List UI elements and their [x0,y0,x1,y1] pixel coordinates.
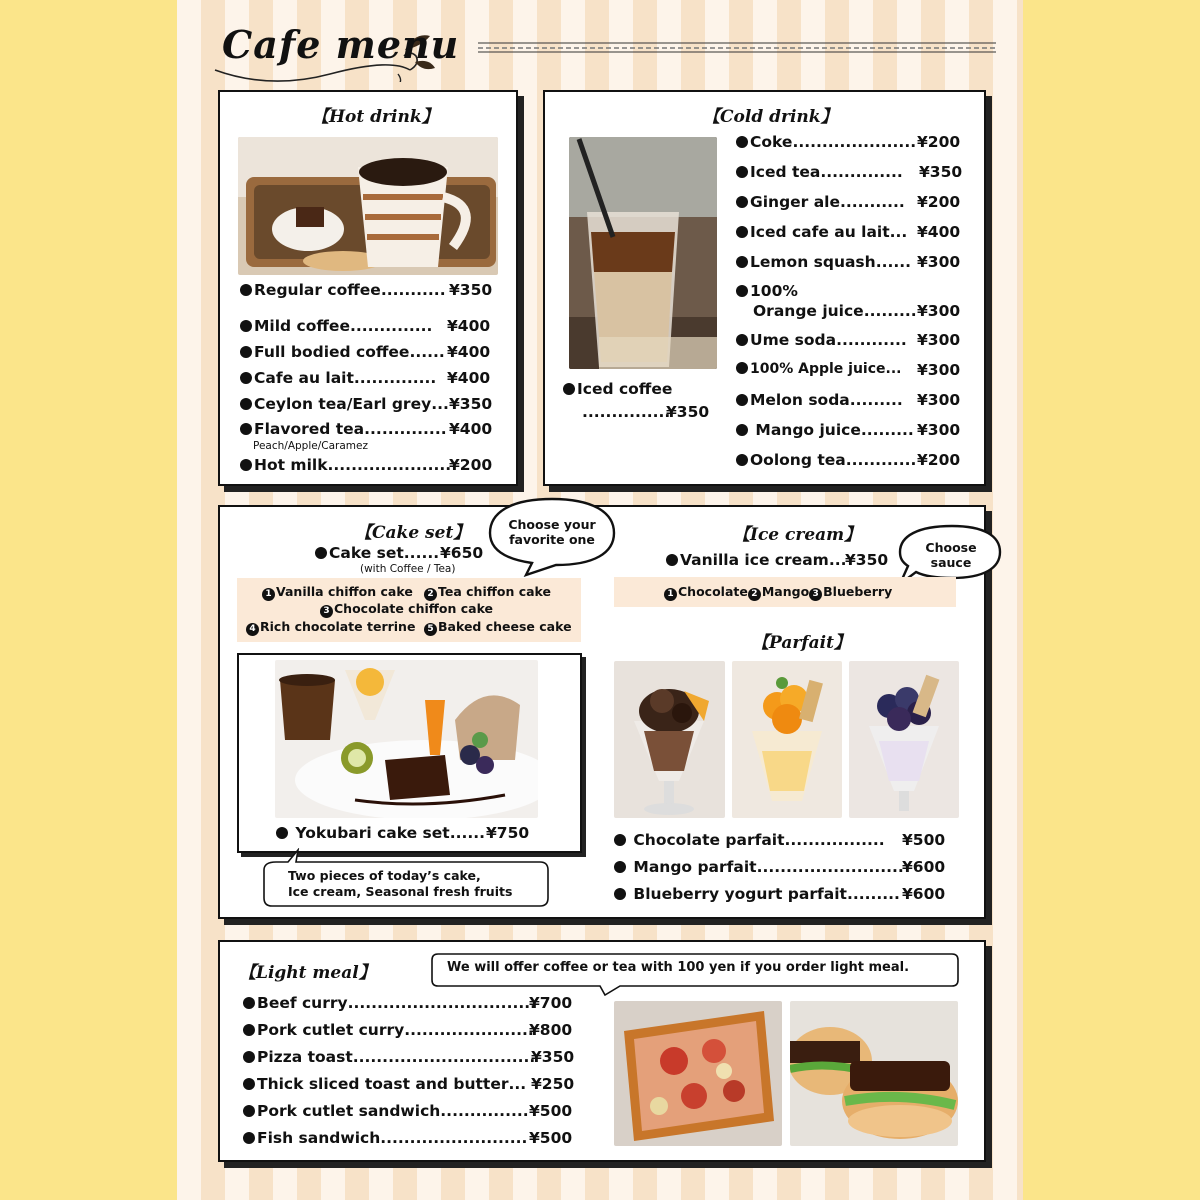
bullet-icon [736,226,748,238]
bullet-icon [240,346,252,358]
meal-item-thick-toast: Thick sliced toast and butter... [243,1075,526,1093]
cake-set-price: ¥650 [440,544,484,562]
bullet-icon [240,459,252,471]
item-label: Regular coffee [254,281,381,299]
bullet-icon [315,547,327,559]
bullet-icon [614,861,626,873]
hot-price-flavored-tea: ¥400 [449,420,493,438]
bullet-icon [736,196,748,208]
bullet-icon [240,423,252,435]
item-label: Orange juice [753,302,864,320]
number-badge-icon: 2 [424,588,437,601]
bullet-icon [736,136,748,148]
cold-item-orange-juice: Orange juice......... [753,302,917,320]
parfait-item-mango: Mango parfait......................... [614,858,904,876]
cold-price-iced-tea: ¥350 [919,163,963,181]
number-badge-icon: 3 [320,605,333,618]
bullet-icon [736,362,748,374]
meal-item-fish-sandwich: Fish sandwich......................... [243,1129,527,1147]
cold-item-lemon-squash: Lemon squash...... [736,253,911,271]
number-badge-icon: 2 [748,588,761,601]
cake-option-4 [246,619,415,636]
meal-price-beef-curry: ¥700 [529,994,573,1012]
meal-price-pork-cutlet-curry: ¥800 [529,1021,573,1039]
bullet-icon [240,284,252,296]
cake-set-title: 【Cake set】 [355,523,471,543]
note-line-1: Two pieces of today’s cake, [288,868,481,883]
cold-item-iced-coffee [563,380,672,398]
item-label: Mango juice [755,421,861,439]
meal-item-pork-cutlet-sandwich: Pork cutlet sandwich............... [243,1102,529,1120]
number-badge-icon: 5 [424,623,437,636]
blueberry-parfait-photo [849,661,959,818]
hot-price-ceylon-tea: ¥350 [449,395,493,413]
item-label: Thick sliced toast and butter [257,1075,509,1093]
hot-price-regular-coffee: ¥350 [449,281,493,299]
hot-item-full-bodied-coffee: Full bodied coffee...... [240,343,445,361]
parfait-price-mango: ¥600 [902,858,946,876]
option-label: Blueberry [823,584,893,599]
number-badge-icon: 1 [664,588,677,601]
bullet-icon [614,888,626,900]
vanilla-ice-cream-price: ¥350 [845,551,889,569]
iced-coffee-photo [569,137,717,369]
sauce-bubble-text: Choose sauce [925,540,977,570]
meal-item-beef-curry: Beef curry................................ [243,994,536,1012]
cold-price-ume-soda: ¥300 [917,331,961,349]
item-label: Ginger ale [750,193,841,211]
bullet-icon [240,372,252,384]
cold-price-apple-juice: ¥300 [917,361,961,379]
bullet-icon [736,394,748,406]
item-label: Iced cafe au lait [750,223,890,241]
item-label: Mango parfait [633,858,757,876]
cold-price-lemon-squash: ¥300 [917,253,961,271]
hot-coffee-photo [238,137,498,275]
option-label: Mango [761,584,810,599]
hot-item-ceylon-tea: Ceylon tea/Earl grey... [240,395,449,413]
bullet-icon [736,166,748,178]
iced-coffee-dots: ............... [582,403,671,421]
option-label: Chocolate chiffon cake [334,601,494,616]
bullet-icon [240,320,252,332]
number-badge-icon: 4 [246,623,259,636]
cold-price-orange-juice: ¥300 [917,302,961,320]
cold-price-melon-soda: ¥300 [917,391,961,409]
item-label: Chocolate parfait [633,831,785,849]
item-label: Pizza toast [257,1048,353,1066]
hot-item-hot-milk: Hot milk..................... [240,456,451,474]
hot-item-cafe-au-lait: Cafe au lait.............. [240,369,436,387]
item-label: Vanilla ice cream [680,551,829,569]
item-label: Yokubari cake set [295,824,450,842]
header-rule [478,40,996,54]
item-label: Oolong tea [750,451,846,469]
parfait-item-blueberry: Blueberry yogurt parfait......... [614,885,900,903]
yokubari-cake-photo [275,660,538,818]
item-label: Flavored tea [254,420,365,438]
option-label: Baked cheese cake [438,619,572,634]
cake-set-sub: (with Coffee / Tea) [360,563,456,575]
item-label: Coke [750,133,793,151]
bullet-icon [243,1024,255,1036]
flavored-tea-note: Peach/Apple/Caramez [253,440,368,452]
ice-cream-title: 【Ice cream】 [733,525,862,545]
note-line-2: Ice cream, Seasonal fresh fruits [288,884,513,899]
cold-item-melon-soda: Melon soda......... [736,391,903,409]
parfait-price-chocolate: ¥500 [902,831,946,849]
item-label: Melon soda [750,391,850,409]
item-label: Blueberry yogurt parfait [633,885,847,903]
bullet-icon [240,398,252,410]
item-label: 100% Apple juice [750,361,886,377]
bullet-icon [736,424,748,436]
cold-item-iced-cafe-au-lait: Iced cafe au lait... [736,223,907,241]
hot-drink-title: 【Hot drink】 [312,107,439,127]
vanilla-ice-cream-item: Vanilla ice cream... [666,551,846,569]
yokubari-price: ¥750 [486,824,530,842]
bullet-icon [243,1105,255,1117]
meal-price-thick-toast: ¥250 [531,1075,575,1093]
item-label: Beef curry [257,994,348,1012]
hot-item-mild-coffee: Mild coffee.............. [240,317,432,335]
chocolate-parfait-photo [614,661,725,818]
bullet-icon [243,1051,255,1063]
bullet-icon [276,827,288,839]
meal-item-pork-cutlet-curry: Pork cutlet curry...................... [243,1021,534,1039]
parfait-item-chocolate: Chocolate parfait................. [614,831,885,849]
item-label: Cake set [329,544,404,562]
bullet-icon [243,997,255,1009]
light-meal-title: 【Light meal】 [239,963,376,983]
page-title: Cafe menu [222,22,460,67]
bullet-icon [243,1078,255,1090]
yokubari-note [288,868,512,900]
pizza-toast-photo [614,1001,782,1146]
cold-item-ginger-ale: Ginger ale........... [736,193,905,211]
item-label: Mild coffee [254,317,350,335]
cold-price-mango-juice: ¥300 [917,421,961,439]
item-label: Ume soda [750,331,837,349]
cold-price-oolong-tea: ¥200 [917,451,961,469]
bullet-icon [736,454,748,466]
hot-price-mild-coffee: ¥400 [447,317,491,335]
cake-option-3 [320,601,493,618]
option-label: Vanilla chiffon cake [276,584,413,599]
sauce-options [664,584,892,601]
hot-price-full-bodied-coffee: ¥400 [447,343,491,361]
cold-item-ume-soda: Ume soda............ [736,331,907,349]
item-label: 100% [750,282,798,300]
item-label: Cafe au lait [254,369,354,387]
bullet-icon [614,834,626,846]
bullet-icon [736,334,748,346]
item-label: Iced coffee [577,380,673,398]
cold-item-iced-tea: Iced tea.............. [736,163,903,181]
parfait-price-blueberry: ¥600 [902,885,946,903]
cold-item-100-percent [736,282,798,300]
meal-price-pizza-toast: ¥350 [531,1048,575,1066]
number-badge-icon: 1 [262,588,275,601]
yokubari-item: Yokubari cake set...... [276,824,485,842]
hot-item-regular-coffee: Regular coffee........... [240,281,446,299]
item-label: Hot milk [254,456,328,474]
cold-price-coke: ¥200 [917,133,961,151]
bullet-icon [563,383,575,395]
option-label: Tea chiffon cake [438,584,551,599]
cake-option-5 [424,619,572,636]
bullet-icon [736,256,748,268]
item-label: Fish sandwich [257,1129,381,1147]
option-label: Rich chocolate terrine [260,619,416,634]
item-label: Pork cutlet curry [257,1021,405,1039]
item-label: Lemon squash [750,253,876,271]
meal-price-fish-sandwich: ¥500 [529,1129,573,1147]
cold-drink-title: 【Cold drink】 [703,107,838,127]
bullet-icon [243,1132,255,1144]
sandwich-photo [790,1001,958,1146]
bullet-icon [736,285,748,297]
cake-option-1 [262,584,413,601]
item-label: Full bodied coffee [254,343,410,361]
cake-set-item: Cake set...... [315,544,439,562]
hot-price-hot-milk: ¥200 [449,456,493,474]
number-badge-icon: 3 [809,588,822,601]
meal-price-pork-cutlet-sandwich: ¥500 [529,1102,573,1120]
cold-price-ginger-ale: ¥200 [917,193,961,211]
cold-item-coke: Coke..................... [736,133,916,151]
cake-bubble-text: Choose your favorite one [508,517,596,547]
cold-item-apple-juice: 100% Apple juice... [736,361,902,377]
item-label: Ceylon tea/Earl grey [254,395,432,413]
option-label: Chocolate [678,584,748,599]
light-meal-notice: We will offer coffee or tea with 100 yen if you order light meal. [447,960,910,975]
cold-item-oolong-tea: Oolong tea............ [736,451,916,469]
cake-option-2 [424,584,551,601]
parfait-title: 【Parfait】 [752,633,851,653]
hot-item-flavored-tea: Flavored tea.............. [240,420,447,438]
hot-price-cafe-au-lait: ¥400 [447,369,491,387]
bullet-icon [666,554,678,566]
cold-price-iced-cafe-au-lait: ¥400 [917,223,961,241]
item-label: Pork cutlet sandwich [257,1102,441,1120]
item-label: Iced tea [750,163,821,181]
cold-price-iced-coffee: ¥350 [666,403,710,421]
mango-parfait-photo [732,661,842,818]
meal-item-pizza-toast: Pizza toast............................... [243,1048,535,1066]
cold-item-mango-juice: Mango juice......... [736,421,914,439]
